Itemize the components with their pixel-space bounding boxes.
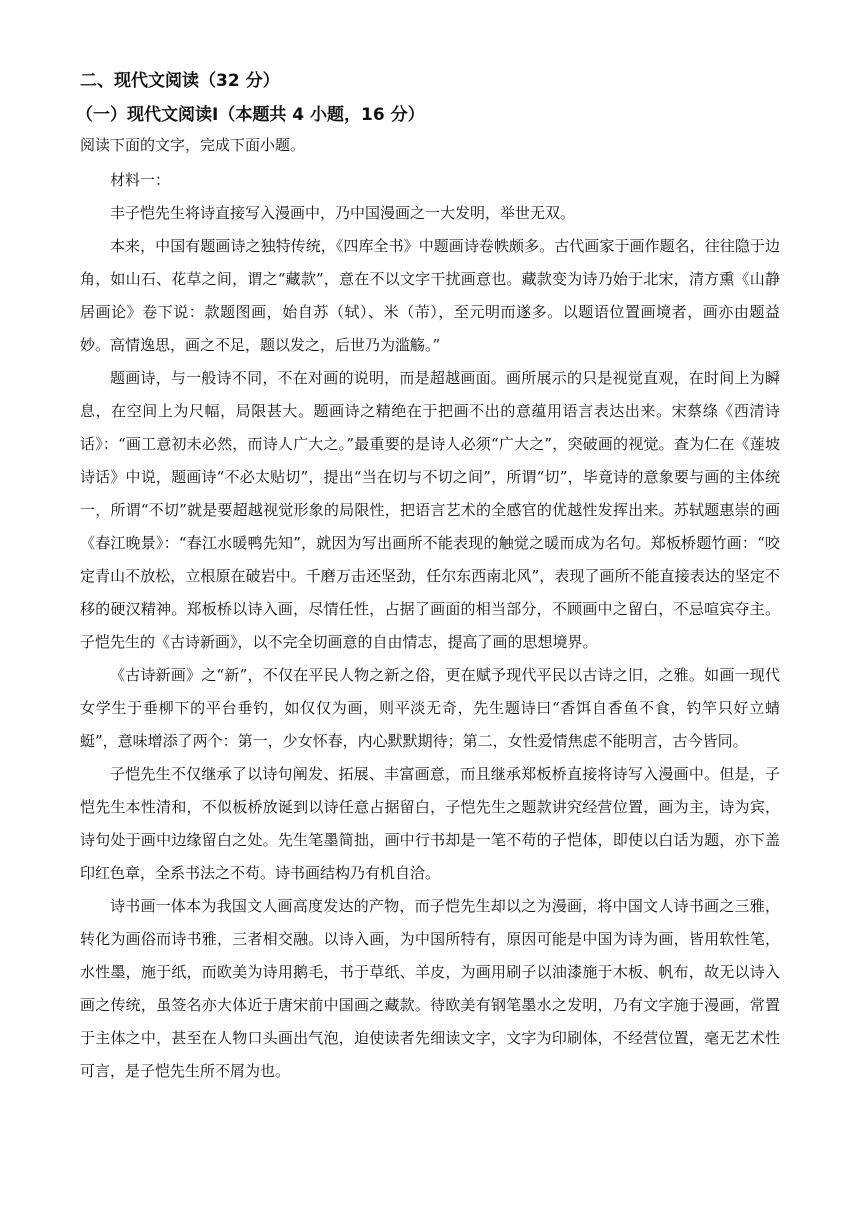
section-title: 二、现代文阅读（32 分） xyxy=(80,71,280,91)
material-label: 材料一： xyxy=(110,171,171,189)
paragraph: 丰子恺先生将诗直接写入漫画中，乃中国漫画之一大发明，举世无双。 xyxy=(110,204,576,222)
subsection-title: （一）现代文阅读Ⅰ（本题共 4 小题，16 分） xyxy=(76,105,425,125)
document-page xyxy=(76,70,780,1088)
paragraph: 《古诗新画》之“新”，不仅在平民人物之新之俗，更在赋予现代平民以古诗之旧，之雅。如画一现代女学生于垂柳下的平台垂钓，如仅仅为画，则平淡无奇，先生题诗曰“香饵自香鱼不食，钓竿只好立蜻蜓”，意味增添了两个：第一，少女怀春，内心默默期待；第二，女性爱情焦虑不能明言，古今皆同。 xyxy=(80,666,780,750)
paragraph: 子恺先生不仅继承了以诗句阐发、拓展、丰富画意，而且继承郑板桥直接将诗写入漫画中。但是，子恺先生本性清和，不似板桥放诞到以诗任意占据留白，子恺先生之题款讲究经营位置，画为主，诗为宾，诗句处于画中边缘留白之处。先生笔墨简拙，画中行书却是一笔不苟的子恺体，即使以白话为题，亦下盖印红色章，全系书法之不苟。诗书画结构乃有机自洽。 xyxy=(80,765,780,882)
paragraph: 题画诗，与一般诗不同，不在对画的说明，而是超越画面。画所展示的只是视觉直观，在时间上为瞬息，在空间上为尺幅，局限甚大。题画诗之精绝在于把画不出的意蕴用语言表达出来。宋蔡绦《西清诗话》：“画工意初未必然，而诗人广大之。”最重要的是诗人必须“广大之”，突破画的视觉。查为仁在《莲坡诗话》中说，题画诗“不必太贴切”，提出“当在切与不切之间”，所谓“切”，毕竟诗的意象要与画的主体统一，所谓“不切”就是要超越视觉形象的局限性，把语言艺术的全感官的优越性发挥出来。苏轼题惠崇的画《春江晚景》：“春江水暖鸭先知”，就因为写出画所不能表现的触觉之暖而成为名句。郑板桥题竹画：“咬定青山不放松，立根原在破岩中。千磨万击还坚劲，任尔东西南北风”，表现了画所不能直接表达的坚定不移的硬汉精神。郑板桥以诗入画，尽情任性，占据了画面的相当部分，不顾画中之留白，不忌喧宾夺主。子恺先生的《古诗新画》，以不完全切画意的自由情志，提高了画的思想境界。 xyxy=(80,369,780,651)
paragraph: 本来，中国有题画诗之独特传统，《四库全书》中题画诗卷帙颇多。古代画家于画作题名，往往隐于边角，如山石、花草之间，谓之“藏款”，意在不以文字干扰画意也。藏款变为诗乃始于北宋，清方熏《山静居画论》卷下说：款题图画，始自苏（轼）、米（芾），至元明而遂多。以题语位置画境者，画亦由题益妙。高情逸思，画之不足，题以发之，后世乃为滥觞。” xyxy=(80,237,780,354)
paragraph: 诗书画一体本为我国文人画高度发达的产物，而子恺先生却以之为漫画，将中国文人诗书画之三雅，转化为画俗而诗书雅，三者相交融。以诗入画，为中国所特有，原因可能是中国为诗为画，皆用软性笔，水性墨，施于纸，而欧美为诗用鹅毛，书于草纸、羊皮，为画用刷子以油漆施于木板、帆布，故无以诗入画之传统，虽签名亦大体近于唐宋前中国画之藏款。待欧美有钢笔墨水之发明，乃有文字施于漫画，常置于主体之中，甚至在人物口头画出气泡，迫使读者先细读文字，文字为印刷体，不经营位置，毫无艺术性可言，是子恺先生所不屑为也。 xyxy=(80,897,780,1080)
reading-instruction: 阅读下面的文字，完成下面小题。 xyxy=(80,136,306,154)
